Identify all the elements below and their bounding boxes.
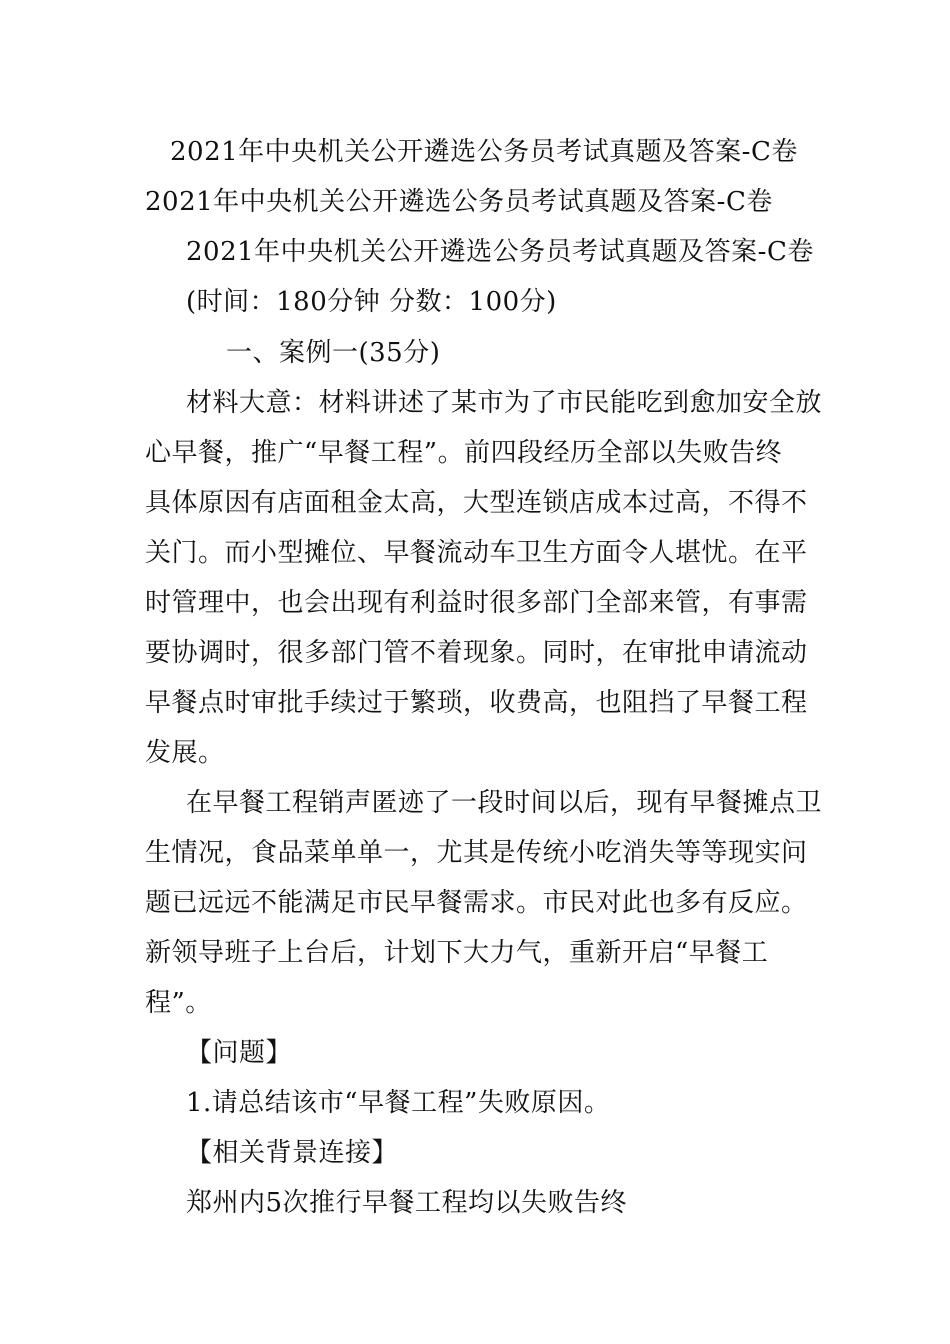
background-label: 【相关背景连接】 — [186, 1138, 399, 1168]
paragraph1-line: 早餐点时审批手续过于繁琐，收费高，也阻挡了早餐工程 — [145, 688, 808, 718]
paragraph2-line: 题已远远不能满足市民早餐需求。市民对此也多有反应。 — [145, 888, 808, 918]
paragraph1-line: 要协调时，很多部门管不着现象。同时，在审批申请流动 — [145, 638, 808, 668]
question-1: 1.请总结该市“早餐工程”失败原因。 — [186, 1088, 611, 1118]
section-heading: 一、案例一(35分) — [226, 338, 441, 368]
paragraph1-line: 时管理中，也会出现有利益时很多部门全部来管，有事需 — [145, 588, 808, 618]
title-line-2: 2021年中央机关公开遴选公务员考试真题及答案-C卷 — [145, 187, 773, 217]
paragraph1-line: 材料大意：材料讲述了某市为了市民能吃到愈加安全放 — [186, 388, 823, 418]
paragraph1-line: 具体原因有店面租金太高，大型连锁店成本过高，不得不 — [145, 488, 808, 518]
title-line-1: 2021年中央机关公开遴选公务员考试真题及答案-C卷 — [170, 137, 798, 167]
paragraph1-line: 发展。 — [145, 738, 225, 768]
paragraph1-line: 心早餐，推广“早餐工程”。前四段经历全部以失败告终 — [145, 438, 783, 468]
paragraph2-line: 生情况，食品菜单单一，尤其是传统小吃消失等等现实问 — [145, 838, 808, 868]
question-label: 【问题】 — [186, 1038, 293, 1068]
paragraph2-line: 程”。 — [145, 988, 212, 1018]
paragraph1-line: 关门。而小型摊位、早餐流动车卫生方面令人堪忧。在平 — [145, 538, 808, 568]
background-text: 郑州内5次推行早餐工程均以失败告终 — [186, 1188, 628, 1218]
exam-info: (时间：180分钟 分数：100分) — [186, 287, 557, 317]
title-line-3: 2021年中央机关公开遴选公务员考试真题及答案-C卷 — [186, 237, 814, 267]
paragraph2-line: 在早餐工程销声匿迹了一段时间以后，现有早餐摊点卫 — [186, 788, 823, 818]
paragraph2-line: 新领导班子上台后，计划下大力气，重新开启“早餐工 — [145, 938, 769, 968]
